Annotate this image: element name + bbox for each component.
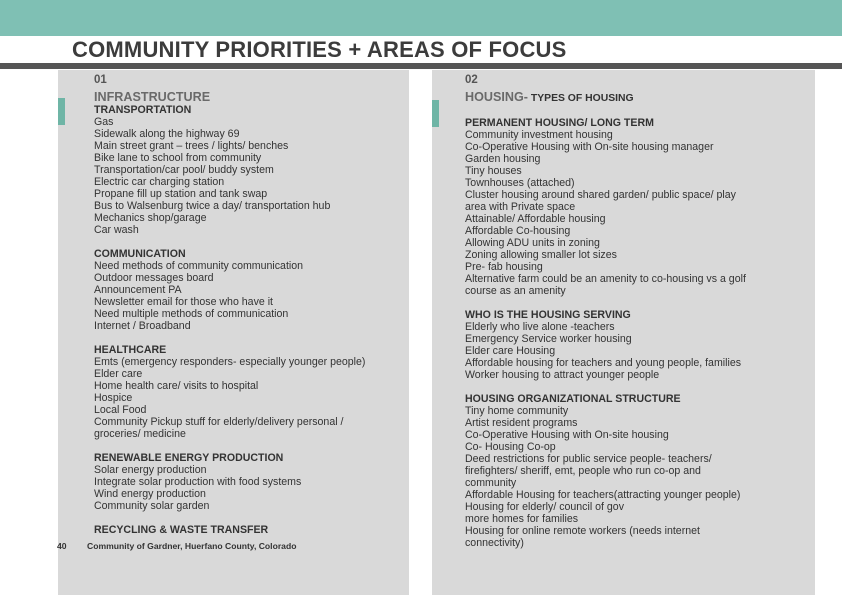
housing-sections — [465, 117, 746, 549]
list-item: Co-Operative Housing with On-site housing manager — [465, 141, 714, 153]
list-item: Need methods of community communication — [94, 260, 304, 272]
list-item: Elder care Housing — [465, 345, 556, 357]
page-title: COMMUNITY PRIORITIES + AREAS OF FOCUS — [72, 37, 567, 62]
subsection-title: RECYCLING & WASTE TRANSFER — [94, 524, 269, 536]
list-item: connectivity) — [465, 537, 524, 549]
list-item: Need multiple methods of communication — [94, 308, 289, 320]
list-item: Zoning allowing smaller lot sizes — [465, 249, 617, 261]
section-number: 02 — [465, 74, 478, 86]
list-item: more homes for families — [465, 513, 579, 525]
left-accent-marker — [58, 98, 65, 125]
list-item: Home health care/ visits to hospital — [94, 380, 259, 392]
top-accent-bar — [0, 0, 842, 36]
section-gap — [94, 332, 365, 344]
subsection-title: COMMUNICATION — [94, 248, 186, 260]
list-item: Sidewalk along the highway 69 — [94, 128, 240, 140]
heading-main: HOUSING- — [465, 90, 528, 104]
list-item: Housing for online remote workers (needs internet — [465, 525, 700, 537]
page-number: 40 — [57, 541, 67, 551]
list-item: Cluster housing around shared garden/ public space/ play — [465, 189, 736, 201]
list-item: Wind energy production — [94, 488, 206, 500]
list-item: Allowing ADU units in zoning — [465, 237, 600, 249]
list-item: Garden housing — [465, 153, 541, 165]
list-item: Emts (emergency responders- especially younger people) — [94, 356, 366, 368]
list-item: Transportation/car pool/ buddy system — [94, 164, 274, 176]
footer-text: Community of Gardner, Huerfano County, Colorado — [87, 541, 297, 551]
list-item: community — [465, 477, 517, 489]
list-item: Worker housing to attract younger people — [465, 369, 660, 381]
list-item: Outdoor messages board — [94, 272, 214, 284]
list-item: Propane fill up station and tank swap — [94, 188, 268, 200]
list-item: Internet / Broadband — [94, 320, 191, 332]
list-item: Community solar garden — [94, 500, 210, 512]
list-item: Bus to Walsenburg twice a day/ transportation hub — [94, 200, 331, 212]
list-item: Community investment housing — [465, 129, 613, 141]
infrastructure-sections — [94, 104, 365, 536]
section-heading — [465, 90, 746, 106]
list-item: Integrate solar production with food systems — [94, 476, 302, 488]
list-item: Elder care — [94, 368, 143, 380]
list-item: Co- Housing Co-op — [465, 441, 556, 453]
list-item: Bike lane to school from community — [94, 152, 262, 164]
list-item: Mechanics shop/garage — [94, 212, 207, 224]
list-item: Solar energy production — [94, 464, 207, 476]
section-heading: INFRASTRUCTURE — [94, 90, 211, 104]
list-item: Newsletter email for those who have it — [94, 296, 273, 308]
subsection-title: WHO IS THE HOUSING SERVING — [465, 309, 631, 321]
list-item: Affordable housing for teachers and young people, families — [465, 357, 742, 369]
list-item: Car wash — [94, 224, 139, 236]
list-item: groceries/ medicine — [94, 428, 186, 440]
list-item: Alternative farm could be an amenity to co-housing vs a golf — [465, 273, 746, 285]
section-gap — [465, 297, 746, 309]
subsection-title: PERMANENT HOUSING/ LONG TERM — [465, 117, 654, 129]
list-item: Pre- fab housing — [465, 261, 543, 273]
infrastructure-column — [94, 74, 365, 536]
right-accent-marker — [432, 100, 439, 127]
list-item: Emergency Service worker housing — [465, 333, 632, 345]
section-gap — [465, 381, 746, 393]
subsection-title: HEALTHCARE — [94, 344, 167, 356]
list-item: Gas — [94, 116, 114, 128]
housing-column — [465, 74, 746, 549]
list-item: firefighters/ sheriff, emt, people who run co-op and — [465, 465, 701, 477]
section-gap — [94, 512, 365, 524]
list-item: Electric car charging station — [94, 176, 225, 188]
list-item: Tiny houses — [465, 165, 522, 177]
list-item: Hospice — [94, 392, 133, 404]
subsection-title: RENEWABLE ENERGY PRODUCTION — [94, 452, 284, 464]
list-item: Tiny home community — [465, 405, 569, 417]
list-item: Affordable Co-housing — [465, 225, 571, 237]
list-item: Deed restrictions for public service people- teachers/ — [465, 453, 712, 465]
heading-sub: TYPES OF HOUSING — [527, 93, 634, 104]
list-item: Affordable Housing for teachers(attracting younger people) — [465, 489, 741, 501]
section-gap — [94, 236, 365, 248]
page-footer — [57, 541, 296, 551]
list-item: Co-Operative Housing with On-site housing — [465, 429, 669, 441]
section-number: 01 — [94, 74, 107, 86]
list-item: Artist resident programs — [465, 417, 578, 429]
list-item: Community Pickup stuff for elderly/delivery personal / — [94, 416, 344, 428]
list-item: Announcement PA — [94, 284, 182, 296]
section-gap — [94, 440, 365, 452]
list-item: Attainable/ Affordable housing — [465, 213, 606, 225]
subsection-title: HOUSING ORGANIZATIONAL STRUCTURE — [465, 393, 681, 405]
list-item: Townhouses (attached) — [465, 177, 575, 189]
subsection-title: TRANSPORTATION — [94, 104, 192, 116]
list-item: course as an amenity — [465, 285, 566, 297]
list-item: Housing for elderly/ council of gov — [465, 501, 624, 513]
list-item: Elderly who live alone -teachers — [465, 321, 615, 333]
title-rule — [0, 63, 842, 69]
list-item: Local Food — [94, 404, 147, 416]
list-item: Main street grant – trees / lights/ benches — [94, 140, 289, 152]
list-item: area with Private space — [465, 201, 576, 213]
